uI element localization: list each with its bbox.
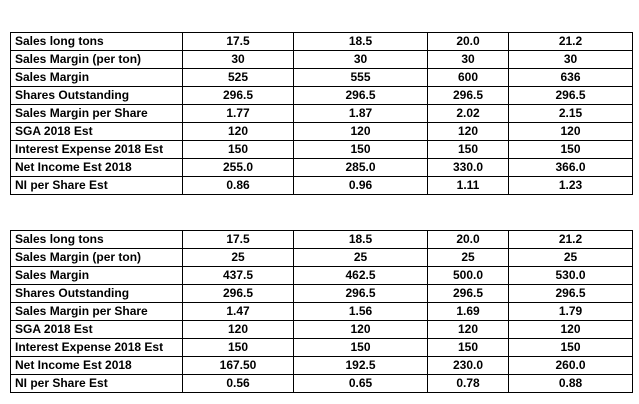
scenario-table-1-body xyxy=(11,33,633,195)
value-cell: 1.23 xyxy=(509,177,633,195)
row-label-cell: Sales Margin per Share xyxy=(11,105,183,123)
value-cell: 296.5 xyxy=(428,285,509,303)
value-cell: 285.0 xyxy=(294,159,428,177)
row-label-cell: SGA 2018 Est xyxy=(11,321,183,339)
value-cell: 296.5 xyxy=(428,87,509,105)
value-cell: 25 xyxy=(183,249,294,267)
row-label-cell: NI per Share Est xyxy=(11,177,183,195)
value-cell: 1.11 xyxy=(428,177,509,195)
table-row xyxy=(11,141,633,159)
table-row xyxy=(11,87,633,105)
row-label-cell: Sales long tons xyxy=(11,33,183,51)
table-row xyxy=(11,105,633,123)
value-cell: 636 xyxy=(509,69,633,87)
value-cell: 150 xyxy=(509,141,633,159)
value-cell: 0.88 xyxy=(509,375,633,393)
value-cell: 330.0 xyxy=(428,159,509,177)
table-row xyxy=(11,249,633,267)
value-cell: 296.5 xyxy=(509,285,633,303)
value-cell: 30 xyxy=(428,51,509,69)
table-row xyxy=(11,285,633,303)
value-cell: 366.0 xyxy=(509,159,633,177)
table-row xyxy=(11,357,633,375)
value-cell: 600 xyxy=(428,69,509,87)
value-cell: 500.0 xyxy=(428,267,509,285)
table-row xyxy=(11,123,633,141)
value-cell: 230.0 xyxy=(428,357,509,375)
value-cell: 17.5 xyxy=(183,33,294,51)
table-row xyxy=(11,375,633,393)
value-cell: 555 xyxy=(294,69,428,87)
scenario-table-2-body xyxy=(11,231,633,393)
value-cell: 1.47 xyxy=(183,303,294,321)
value-cell: 20.0 xyxy=(428,231,509,249)
value-cell: 167.50 xyxy=(183,357,294,375)
row-label-cell: Interest Expense 2018 Est xyxy=(11,339,183,357)
value-cell: 296.5 xyxy=(294,87,428,105)
value-cell: 0.65 xyxy=(294,375,428,393)
value-cell: 30 xyxy=(294,51,428,69)
value-cell: 1.69 xyxy=(428,303,509,321)
value-cell: 120 xyxy=(294,321,428,339)
value-cell: 296.5 xyxy=(509,87,633,105)
value-cell: 150 xyxy=(428,339,509,357)
value-cell: 120 xyxy=(509,321,633,339)
value-cell: 120 xyxy=(428,123,509,141)
value-cell: 0.78 xyxy=(428,375,509,393)
row-label-cell: Net Income Est 2018 xyxy=(11,159,183,177)
table-row xyxy=(11,69,633,87)
row-label-cell: Sales Margin (per ton) xyxy=(11,51,183,69)
value-cell: 120 xyxy=(428,321,509,339)
value-cell: 525 xyxy=(183,69,294,87)
value-cell: 120 xyxy=(183,123,294,141)
table-row xyxy=(11,159,633,177)
value-cell: 2.02 xyxy=(428,105,509,123)
row-label-cell: SGA 2018 Est xyxy=(11,123,183,141)
value-cell: 192.5 xyxy=(294,357,428,375)
value-cell: 120 xyxy=(294,123,428,141)
row-label-cell: Shares Outstanding xyxy=(11,285,183,303)
scenario-table-2 xyxy=(10,230,633,393)
scenario-table-1 xyxy=(10,32,633,195)
value-cell: 30 xyxy=(509,51,633,69)
table-row xyxy=(11,267,633,285)
table-row xyxy=(11,177,633,195)
row-label-cell: Sales Margin xyxy=(11,69,183,87)
value-cell: 0.96 xyxy=(294,177,428,195)
value-cell: 25 xyxy=(509,249,633,267)
value-cell: 462.5 xyxy=(294,267,428,285)
value-cell: 255.0 xyxy=(183,159,294,177)
value-cell: 437.5 xyxy=(183,267,294,285)
table-row xyxy=(11,303,633,321)
value-cell: 1.77 xyxy=(183,105,294,123)
value-cell: 30 xyxy=(183,51,294,69)
table-row xyxy=(11,33,633,51)
row-label-cell: Sales Margin per Share xyxy=(11,303,183,321)
value-cell: 530.0 xyxy=(509,267,633,285)
value-cell: 150 xyxy=(183,339,294,357)
value-cell: 0.86 xyxy=(183,177,294,195)
row-label-cell: NI per Share Est xyxy=(11,375,183,393)
value-cell: 296.5 xyxy=(294,285,428,303)
value-cell: 17.5 xyxy=(183,231,294,249)
table-row xyxy=(11,51,633,69)
value-cell: 0.56 xyxy=(183,375,294,393)
value-cell: 2.15 xyxy=(509,105,633,123)
value-cell: 18.5 xyxy=(294,231,428,249)
value-cell: 21.2 xyxy=(509,33,633,51)
value-cell: 25 xyxy=(428,249,509,267)
value-cell: 260.0 xyxy=(509,357,633,375)
table-row xyxy=(11,339,633,357)
value-cell: 150 xyxy=(294,339,428,357)
value-cell: 120 xyxy=(509,123,633,141)
value-cell: 150 xyxy=(183,141,294,159)
value-cell: 25 xyxy=(294,249,428,267)
value-cell: 1.87 xyxy=(294,105,428,123)
row-label-cell: Sales Margin (per ton) xyxy=(11,249,183,267)
table-row xyxy=(11,321,633,339)
value-cell: 20.0 xyxy=(428,33,509,51)
value-cell: 1.79 xyxy=(509,303,633,321)
row-label-cell: Sales Margin xyxy=(11,267,183,285)
value-cell: 296.5 xyxy=(183,87,294,105)
value-cell: 150 xyxy=(509,339,633,357)
row-label-cell: Interest Expense 2018 Est xyxy=(11,141,183,159)
value-cell: 120 xyxy=(183,321,294,339)
row-label-cell: Net Income Est 2018 xyxy=(11,357,183,375)
value-cell: 150 xyxy=(428,141,509,159)
value-cell: 1.56 xyxy=(294,303,428,321)
value-cell: 150 xyxy=(294,141,428,159)
value-cell: 21.2 xyxy=(509,231,633,249)
value-cell: 296.5 xyxy=(183,285,294,303)
value-cell: 18.5 xyxy=(294,33,428,51)
row-label-cell: Sales long tons xyxy=(11,231,183,249)
row-label-cell: Shares Outstanding xyxy=(11,87,183,105)
table-row xyxy=(11,231,633,249)
